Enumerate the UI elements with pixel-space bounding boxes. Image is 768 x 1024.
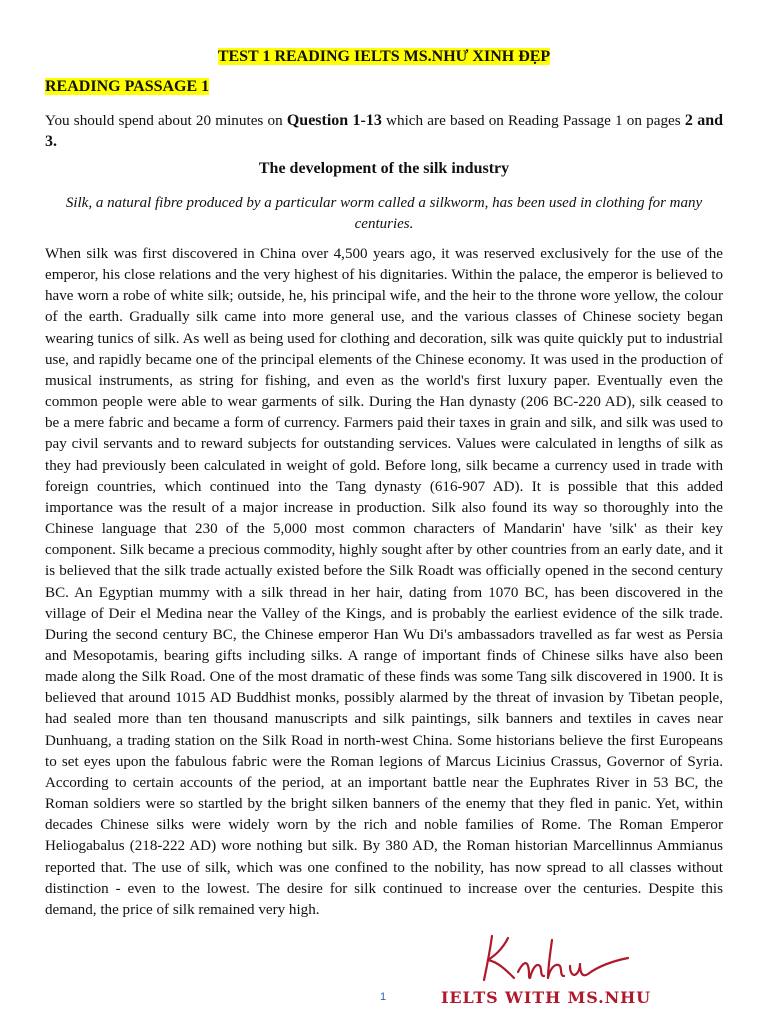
test-title: TEST 1 READING IELTS MS.NHƯ XINH ĐẸP <box>217 48 551 65</box>
test-title-line <box>0 48 768 66</box>
question-range: Question 1-13 <box>286 112 382 129</box>
passage-label: READING PASSAGE 1 <box>45 78 210 95</box>
article-body: When silk was first discovered in China over 4,500 years ago, it was reserved exclusively for the use of the emperor, his close relations and the very highest of his dignitaries. Within the palace, the emperor is believed to have worn a robe of white silk; outside, he, his principal wife, and the heir to the throne wore yellow, the colour of the earth. Gradually silk came into more general use, and the various classes of Chinese society began wearing tunics of silk. As well as being used for clothing and decoration, silk was quite quickly put to industrial use, and rapidly became one of the principal elements of the Chinese economy. It was used in the production of musical instruments, as string for fishing, and even as the world's first luxury paper. Eventually even the common people were able to wear garments of silk. During the Han dynasty (206 BC-220 AD), silk ceased to be a mere fabric and became a form of currency. Farmers paid their taxes in grain and silk, and silk was used to pay civil servants and to reward subjects for outstanding services. Values were calculated in lengths of silk as they had previously been calculated in weight of gold. Before long, silk became a currency used in trade with foreign countries, which continued into the Tang dynasty (616-907 AD). It is possible that this added importance was the result of a major increase in production. Silk also found its way so thoroughly into the Chinese language that 230 of the 5,000 most common characters of Mandarin' have 'silk' as their key component. Silk became a precious commodity, highly sought after by other countries from an early date, and it is believed that the silk trade actually existed before the Silk Roadt was officially opened in the second century BC. An Egyptian mummy with a silk thread in her hair, dating from 1070 BC, has been discovered in the village of Deir el Medina near the Valley of the Kings, and is probably the earliest evidence of the silk trade. During the second century BC, the Chinese emperor Han Wu Di's ambassadors travelled as far west as Persia and Mesopotamis, bearing gifts including silks. A range of important finds of Chinese silks have also been made along the Silk Road. One of the most dramatic of these finds was some Tang silk discovered in 1900. It is believed that around 1015 AD Buddhist monks, possibly alarmed by the threat of invasion by Tibetan people, had sealed more than ten thousand manuscripts and silk paintings, silk banners and textiles in caves near Dunhuang, a trading station on the Silk Road in north-west China. Some historians believe the first Europeans to set eyes upon the fabulous fabric were the Roman legions of Marcus Licinius Crassus, Governor of Syria. According to certain accounts of the period, at an important battle near the Euphrates River in 53 BC, the Roman soldiers were so startled by the bright silken banners of the enemy that they fled in panic. Yet, within decades Chinese silks were widely worn by the rich and noble families of Rome. The Roman Emperor Heliogabalus (218-222 AD) wore nothing but silk. By 380 AD, the Roman historian Marcellinnus Ammianus reported that. The use of silk, which was one confined to the nobility, has now spread to all classes without distinction - even to the lowest. The desire for silk continued to increase over the centuries. Despite this demand, the price of silk remained very high. <box>45 246 723 918</box>
article-subtitle: Silk, a natural fibre produced by a particular worm called a silkworm, has been used in clothing for many centuries. <box>65 195 703 232</box>
brand-name: IELTS WITH MS.NHU <box>441 988 651 1007</box>
page-number: 1 <box>380 991 387 1003</box>
instructions <box>45 110 723 152</box>
signature <box>478 928 638 988</box>
instructions-text-2: which are based on Reading Passage 1 on pages <box>381 112 685 129</box>
passage-label-line <box>45 78 209 96</box>
instructions-text-1: You should spend about 20 minutes on <box>45 112 287 129</box>
article-title: The development of the silk industry <box>258 160 510 177</box>
page-reference: 2 and 3. <box>45 112 724 150</box>
